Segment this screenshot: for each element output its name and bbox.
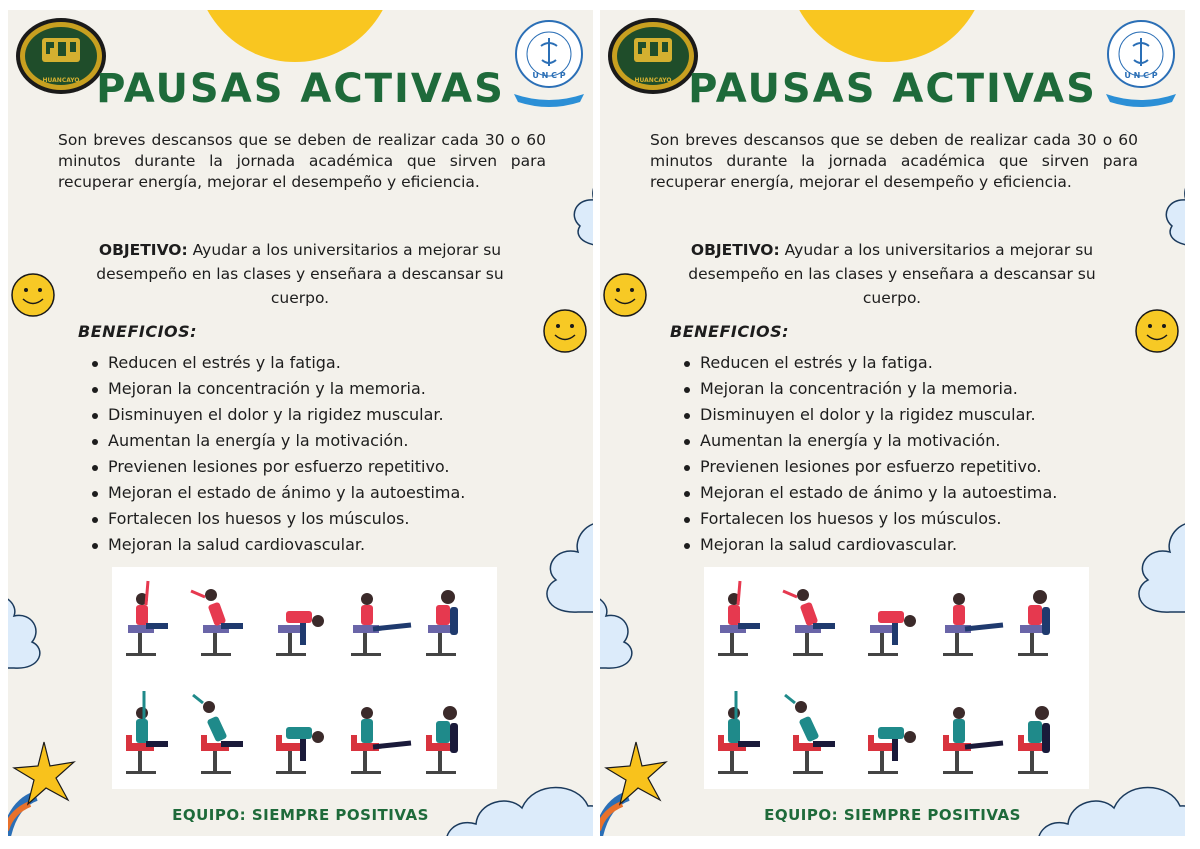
list-item: Previenen lesiones por esfuerzo repetitivo. xyxy=(88,454,465,480)
exercise-illustration xyxy=(704,567,1089,789)
svg-text:U N C P: U N C P xyxy=(1124,71,1158,80)
benefits-heading: BENEFICIOS: xyxy=(78,322,198,341)
cloud-icon xyxy=(8,588,60,674)
benefits-list xyxy=(680,350,1057,558)
team-footer: EQUIPO: SIEMPRE POSITIVAS xyxy=(172,806,429,824)
cloud-icon xyxy=(1138,168,1185,248)
list-item: Disminuyen el dolor y la rigidez muscular. xyxy=(680,402,1057,428)
smiley-icon xyxy=(542,308,588,354)
intro-paragraph: Son breves descansos que se deben de realizar cada 30 o 60 minutos durante la jornada académica que sirven para recuperar energía, mejorar el desempeño y eficiencia. xyxy=(58,131,546,191)
star-icon xyxy=(8,740,76,836)
sun-icon xyxy=(188,10,402,66)
list-item: Aumentan la energía y la motivación. xyxy=(88,428,465,454)
list-item: Mejoran el estado de ánimo y la autoestima. xyxy=(680,480,1057,506)
smiley-icon xyxy=(10,272,56,318)
svg-text:HUANCAYO: HUANCAYO xyxy=(634,77,672,84)
list-item: Mejoran la concentración y la memoria. xyxy=(88,376,465,402)
list-item: Mejoran el estado de ánimo y la autoestima. xyxy=(88,480,465,506)
cloud-icon xyxy=(438,762,593,836)
cloud-icon xyxy=(600,588,652,674)
exercise-illustration xyxy=(112,567,497,789)
objective-paragraph xyxy=(70,238,530,310)
poster-title: PAUSAS ACTIVAS xyxy=(688,66,1097,112)
list-item: Mejoran la salud cardiovascular. xyxy=(680,532,1057,558)
list-item: Reducen el estrés y la fatiga. xyxy=(680,350,1057,376)
cloud-icon xyxy=(546,168,593,248)
benefits-list xyxy=(88,350,465,558)
list-item: Reducen el estrés y la fatiga. xyxy=(88,350,465,376)
svg-text:HUANCAYO: HUANCAYO xyxy=(42,77,80,84)
objective-text: Ayudar a los universitarios a mejorar su desempeño en las clases y enseñara a descansar su cuerpo. xyxy=(96,241,504,307)
benefits-heading: BENEFICIOS: xyxy=(670,322,790,341)
poster-left xyxy=(8,10,593,836)
cloud-icon xyxy=(1030,762,1185,836)
star-icon xyxy=(600,740,668,836)
objective-paragraph xyxy=(662,238,1122,310)
poster-title: PAUSAS ACTIVAS xyxy=(96,66,505,112)
objective-text: Ayudar a los universitarios a mejorar su desempeño en las clases y enseñara a descansar su cuerpo. xyxy=(688,241,1096,307)
cloud-icon xyxy=(1110,518,1185,618)
objective-label: OBJETIVO: xyxy=(98,241,188,259)
intro-paragraph: Son breves descansos que se deben de realizar cada 30 o 60 minutos durante la jornada académica que sirven para recuperar energía, mejorar el desempeño y eficiencia. xyxy=(650,131,1138,191)
list-item: Fortalecen los huesos y los músculos. xyxy=(680,506,1057,532)
poster-right xyxy=(600,10,1185,836)
list-item: Aumentan la energía y la motivación. xyxy=(680,428,1057,454)
team-footer: EQUIPO: SIEMPRE POSITIVAS xyxy=(764,806,1021,824)
cloud-icon xyxy=(518,518,593,618)
list-item: Previenen lesiones por esfuerzo repetitivo. xyxy=(680,454,1057,480)
svg-text:U N C P: U N C P xyxy=(532,71,566,80)
objective-label: OBJETIVO: xyxy=(690,241,780,259)
list-item: Mejoran la salud cardiovascular. xyxy=(88,532,465,558)
smiley-icon xyxy=(602,272,648,318)
list-item: Fortalecen los huesos y los músculos. xyxy=(88,506,465,532)
list-item: Mejoran la concentración y la memoria. xyxy=(680,376,1057,402)
list-item: Disminuyen el dolor y la rigidez muscular. xyxy=(88,402,465,428)
smiley-icon xyxy=(1134,308,1180,354)
sun-icon xyxy=(780,10,994,66)
